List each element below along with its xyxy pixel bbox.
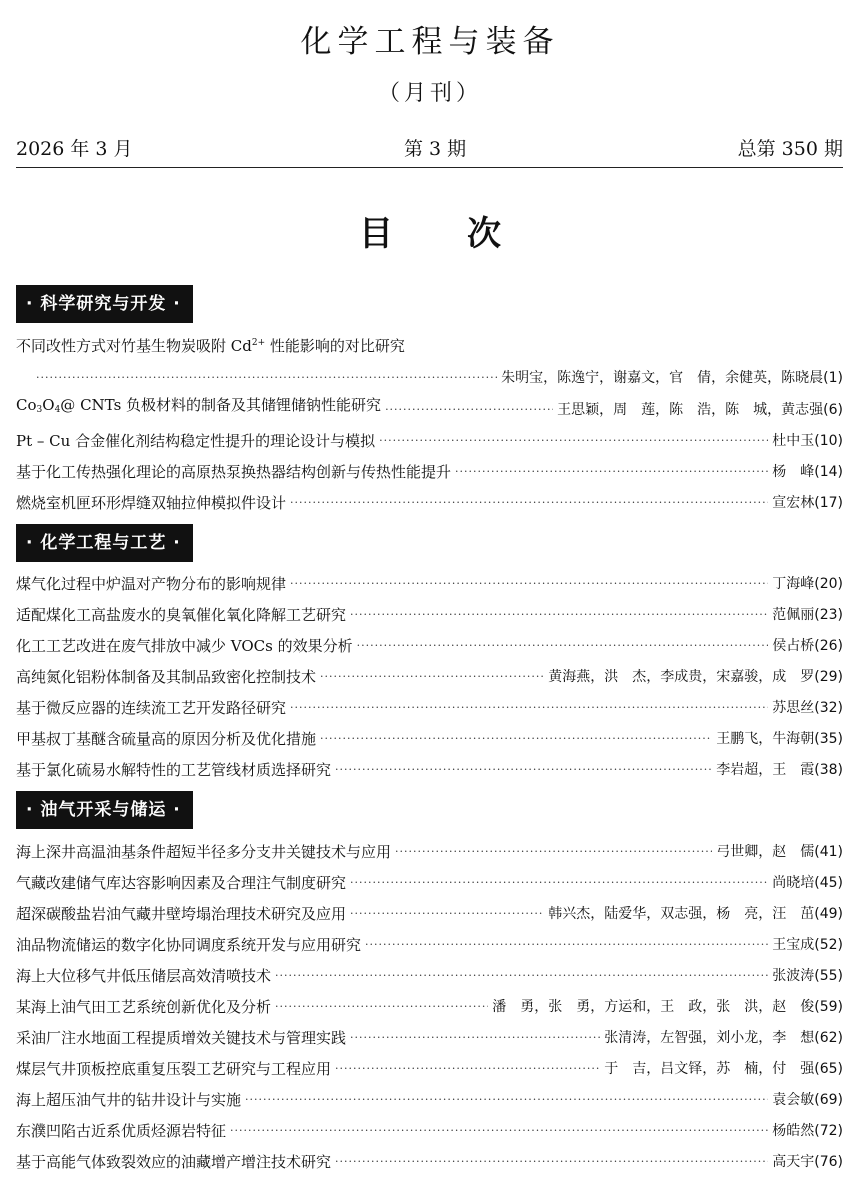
entry-page: (52): [814, 937, 843, 953]
dot-leader: [350, 1031, 600, 1048]
entry-authors: 潘 勇，张 勇，方运和，王 政，张 洪，赵 俊: [492, 999, 815, 1015]
journal-title: 化学工程与装备: [300, 24, 560, 60]
dot-leader: [230, 1124, 768, 1141]
toc-entry[interactable]: [16, 836, 843, 862]
entry-page: (62): [814, 1030, 843, 1046]
entry-authors: 杨皓然: [772, 1123, 815, 1139]
dot-leader: [36, 371, 497, 388]
toc-entry[interactable]: [16, 867, 843, 893]
entry-title: 油品物流储运的数字化协同调度系统开发与应用研究: [16, 936, 362, 954]
toc-entry[interactable]: [16, 1115, 843, 1141]
entry-title: 适配煤化工高盐废水的臭氧催化氧化降解工艺研究: [16, 606, 347, 624]
entry-page: (72): [814, 1123, 843, 1139]
entry-authors: 于 吉，吕文铎，苏 楠，付 强: [604, 1061, 815, 1077]
entry-authors: 弓世卿，赵 儒: [716, 844, 815, 860]
toc-entry[interactable]: [16, 630, 843, 656]
journal-frequency: （月刊）: [377, 81, 482, 106]
entry-page: (69): [814, 1092, 843, 1108]
toc-entry[interactable]: [16, 394, 843, 420]
dot-leader: [350, 876, 768, 893]
entry-title: 高纯氮化铝粉体制备及其制品致密化控制技术: [16, 668, 317, 686]
entry-page: (55): [814, 968, 843, 984]
toc-entry[interactable]: [16, 330, 843, 356]
entry-title: 气藏改建储气库达容影响因素及合理注气制度研究: [16, 874, 347, 892]
entry-title: 化工工艺改进在废气排放中减少 VOCs 的效果分析: [16, 637, 353, 655]
toc-entry[interactable]: [16, 1053, 843, 1079]
entry-page: (29): [814, 669, 843, 685]
entry-page: (20): [814, 576, 843, 592]
entry-title: 海上超压油气井的钻井设计与实施: [16, 1091, 242, 1109]
toc-entry[interactable]: [16, 456, 843, 482]
entry-authors: 尚晓培: [772, 875, 815, 891]
dot-leader: [350, 608, 768, 625]
toc-heading: [0, 206, 860, 255]
entry-authors: 袁会敏: [772, 1092, 815, 1108]
dot-leader: [357, 639, 769, 656]
entry-authors: 苏思丝: [772, 700, 815, 716]
section-heading: · 科学研究与开发 ·: [16, 285, 193, 323]
section-heading: · 油气开采与储运 ·: [16, 791, 193, 829]
entry-page: (23): [814, 607, 843, 623]
entry-authors: 王宝成: [772, 937, 815, 953]
entry-authors: 侯占桥: [772, 638, 815, 654]
dot-leader: [290, 496, 768, 513]
entry-title: $Co_3O_4@$ CNTs 负极材料的制备及其储锂储钠性能研究: [16, 396, 382, 415]
header-rule: [16, 167, 843, 168]
dot-leader: [275, 1000, 488, 1017]
entry-page: (35): [814, 731, 843, 747]
entry-page: (32): [814, 700, 843, 716]
entry-authors: 范佩丽: [772, 607, 815, 623]
dot-leader: [395, 845, 712, 862]
toc-entry[interactable]: [16, 898, 843, 924]
entry-page: (38): [814, 762, 843, 778]
entry-authors: 杜中玉: [772, 433, 815, 449]
dot-leader: [379, 434, 768, 451]
entry-title: 海上大位移气井低压储层高效清喷技术: [16, 967, 272, 985]
entry-title: 采油厂注水地面工程提质增效关键技术与管理实践: [16, 1029, 347, 1047]
toc-entry[interactable]: [16, 692, 843, 718]
entry-page: (26): [814, 638, 843, 654]
issue-number: 第 3 期: [404, 138, 467, 160]
toc-entry[interactable]: [16, 487, 843, 513]
toc-entry[interactable]: [16, 568, 843, 594]
entry-page: (45): [814, 875, 843, 891]
entry-title: 不同改性方式对竹基生物炭吸附 $Cd^{2+}$ 性能影响的对比研究: [16, 337, 405, 355]
toc-entry[interactable]: [16, 929, 843, 955]
issue-info-line: [16, 134, 843, 162]
entry-page: (6): [823, 402, 843, 418]
dot-leader: [335, 1062, 600, 1079]
dot-leader: [290, 577, 768, 594]
entry-title: 基于化工传热强化理论的高原热泵换热器结构创新与传热性能提升: [16, 463, 452, 481]
toc-entry[interactable]: [16, 1146, 843, 1172]
entry-authors: 李岩超，王 霞: [716, 762, 815, 778]
entry-title: 煤层气井顶板控底重复压裂工艺研究与工程应用: [16, 1060, 332, 1078]
entry-authors: 黄海燕，洪 杰，李成贵，宋嘉骏，成 罗: [548, 669, 815, 685]
entry-page: (14): [814, 464, 843, 480]
dot-leader: [290, 701, 768, 718]
entry-page: (49): [814, 906, 843, 922]
entry-authors: 朱明宝，陈逸宁，谢嘉文，官 倩，余健英，陈晓晨: [501, 370, 824, 386]
entry-title: 煤气化过程中炉温对产物分布的影响规律: [16, 575, 287, 593]
entry-title: 基于氯化硫易水解特性的工艺管线材质选择研究: [16, 761, 332, 779]
entry-page: (10): [814, 433, 843, 449]
entry-authors: 王鹏飞，牛海朝: [716, 731, 815, 747]
toc-entry[interactable]: [16, 661, 843, 687]
entry-page: (65): [814, 1061, 843, 1077]
entry-title: 东濮凹陷古近系优质烃源岩特征: [16, 1122, 227, 1140]
section-heading: · 化学工程与工艺 ·: [16, 524, 193, 562]
entry-title: 海上深井高温油基条件超短半径多分支井关键技术与应用: [16, 843, 392, 861]
toc-entry[interactable]: [16, 599, 843, 625]
entry-page: (59): [814, 999, 843, 1015]
dot-leader: [320, 670, 544, 687]
entry-authors: 宣宏林: [772, 495, 815, 511]
entry-authors: 王思颖，周 莲，陈 浩，陈 城，黄志强: [557, 402, 824, 418]
entry-title: 基于高能气体致裂效应的油藏增产增注技术研究: [16, 1153, 332, 1171]
toc-entry[interactable]: [16, 425, 843, 451]
issue-date: 2026 年 3 月: [16, 138, 133, 160]
toc-heading-char-2: 次: [467, 214, 501, 254]
entry-authors: 韩兴杰，陆爱华，双志强，杨 亮，汪 茁: [548, 906, 815, 922]
entry-authors: 丁海峰: [772, 576, 815, 592]
entry-title: 甲基叔丁基醚含硫量高的原因分析及优化措施: [16, 730, 317, 748]
dot-leader: [455, 465, 768, 482]
dot-leader: [385, 403, 553, 420]
toc-entry[interactable]: [16, 723, 843, 749]
entry-title: 燃烧室机匣环形焊缝双轴拉伸模拟件设计: [16, 494, 287, 512]
toc-entry[interactable]: [16, 1022, 843, 1048]
entry-page: (41): [814, 844, 843, 860]
entry-title: 某海上油气田工艺系统创新优化及分析: [16, 998, 272, 1016]
entry-title: 超深碳酸盐岩油气藏井壁垮塌治理技术研究及应用: [16, 905, 347, 923]
dot-leader: [335, 1155, 768, 1172]
entry-page: (76): [814, 1154, 843, 1170]
toc-entry[interactable]: [16, 991, 843, 1017]
toc-entry[interactable]: [16, 1084, 843, 1110]
entry-authors: 张清涛，左智强，刘小龙，李 想: [604, 1030, 815, 1046]
toc-heading-char-1: 目: [359, 214, 393, 254]
entry-title: 基于微反应器的连续流工艺开发路径研究: [16, 699, 287, 717]
entry-authors: 张波涛: [772, 968, 815, 984]
dot-leader: [365, 938, 768, 955]
toc-entry[interactable]: [16, 960, 843, 986]
entry-page: (1): [823, 370, 843, 386]
issue-total: 总第 350 期: [737, 138, 843, 160]
dot-leader: [275, 969, 768, 986]
entry-authors: 杨 峰: [772, 464, 815, 480]
entry-title: Pt – Cu 合金催化剂结构稳定性提升的理论设计与模拟: [16, 432, 376, 450]
toc-entry[interactable]: [16, 754, 843, 780]
entry-authors: 高天宇: [772, 1154, 815, 1170]
entry-page: (17): [814, 495, 843, 511]
toc-entry-continuation[interactable]: [16, 362, 843, 388]
dot-leader: [320, 732, 712, 749]
dot-leader: [245, 1093, 768, 1110]
dot-leader: [335, 763, 712, 780]
dot-leader: [350, 907, 544, 924]
